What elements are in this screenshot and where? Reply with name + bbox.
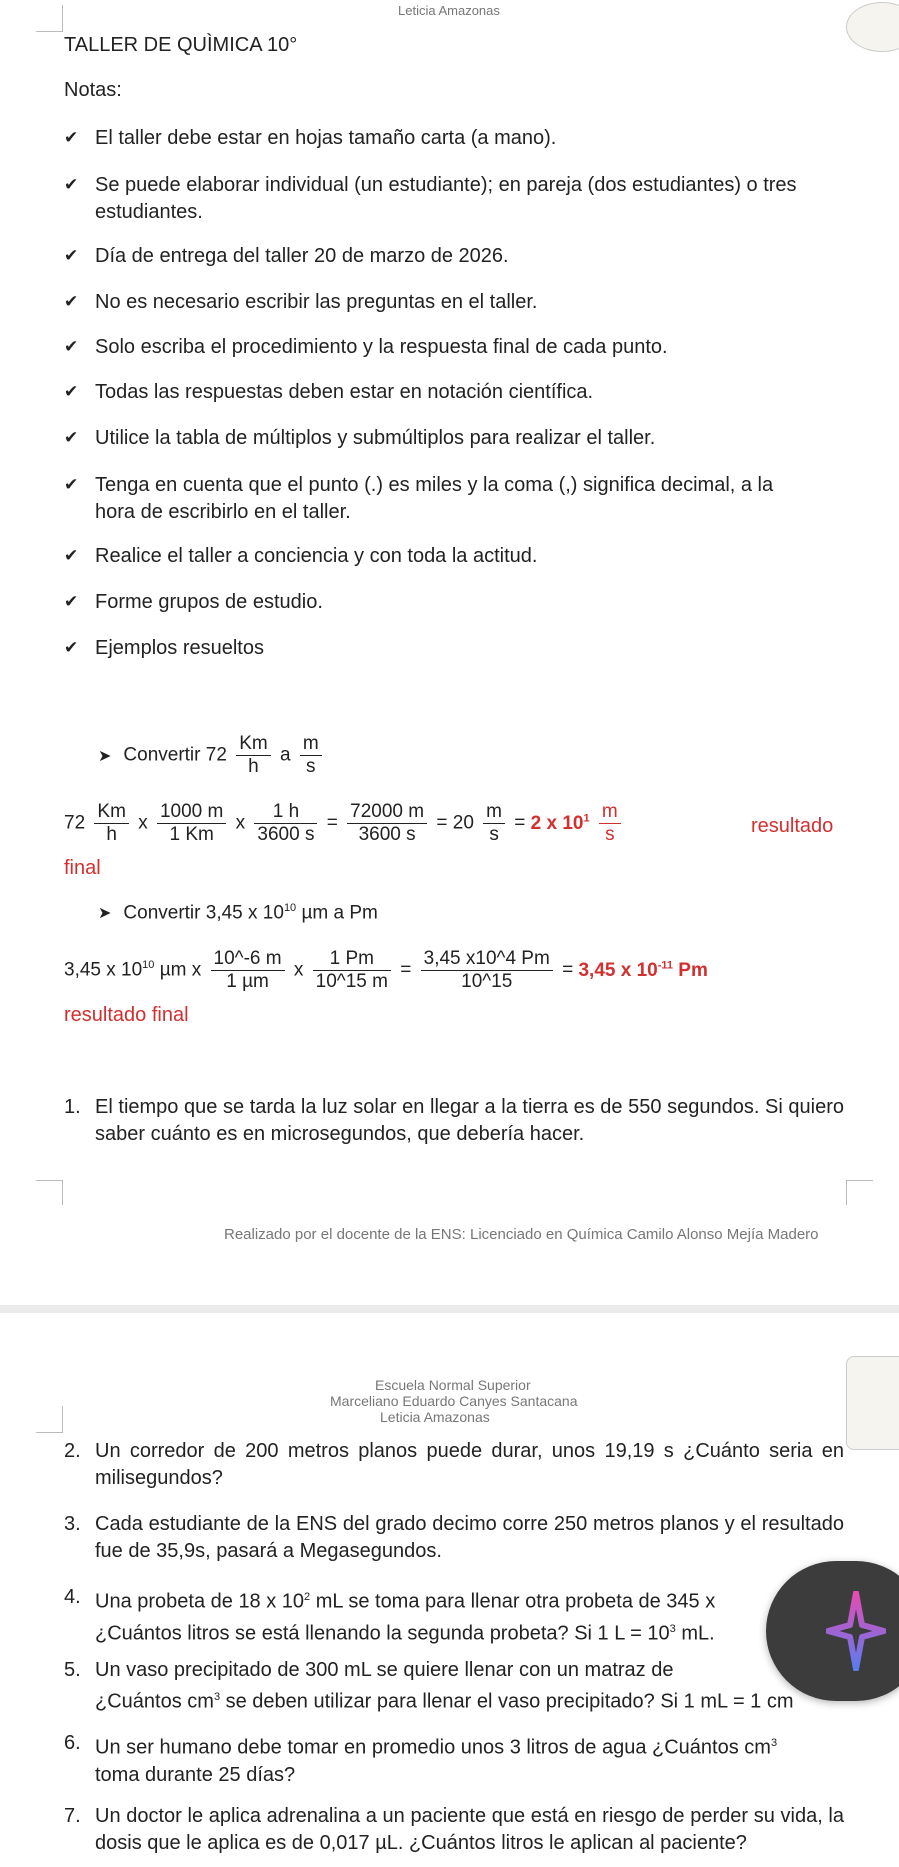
question-text: El tiempo que se tarda la luz solar en llegar a la tierra es de 550 segundos. Si quiero saber cuánto es en microsegundos, que debería hacer. [95,1096,844,1145]
check-icon: ✔ [64,292,79,311]
eq-twenty: = 20 [436,812,474,834]
fraction [254,801,317,846]
fraction [421,948,553,993]
notes-label: Notas: [64,79,122,101]
times-sign: x [235,812,246,834]
frac-den: 10^15 [461,971,513,992]
question-text-line2 [95,1684,844,1716]
note-item: Utilice la tabla de múltiplos y submúltiplos para realizar el taller. [95,427,656,449]
school-logo [846,1356,899,1450]
frac-den: 1 Km [169,824,214,845]
check-icon: ✔ [64,428,79,447]
fraction [157,801,226,846]
check-icon: ✔ [64,246,79,265]
question-text [95,1584,844,1616]
question-text-part: Una probeta de 18 x 10 [95,1590,305,1613]
result-mantissa: 2 x 10 [530,812,584,834]
school-location: Leticia Amazonas [380,1409,490,1425]
question-number: 4. [64,1586,81,1608]
question-text-part: mL. [675,1622,715,1645]
frac-num: m [300,733,322,756]
note-item-cont: hora de escribirlo en el taller. [95,501,351,523]
example1-result-label-cont: final [64,857,101,879]
question-1 [64,1094,844,1148]
check-icon: ✔ [64,128,79,147]
result-exponent: 1 [583,812,590,825]
frac-den: s [305,756,316,777]
frac-num: m [483,801,505,824]
frac-den: s [489,824,499,845]
example2-result-label: resultado final [64,1004,189,1026]
question-text: Un corredor de 200 metros planos puede durar, unos 19,19 s ¿Cuánto seria en milisegundos? [95,1440,844,1489]
note-item: Tenga en cuenta que el punto (.) es miles y la coma (,) significa decimal, a la [95,474,774,496]
check-icon: ✔ [64,175,79,194]
triangle-bullet-icon: ➤ [98,747,112,765]
times-sign: x [293,959,304,981]
note-item: Solo escriba el procedimiento y la respuesta final de cada punto. [95,336,668,358]
note-item: Todas las respuestas deben estar en notación científica. [95,381,594,403]
times-sign: x [138,812,148,834]
note-item: Se puede elaborar individual (un estudiante); en pareja (dos estudiantes) o tres [95,174,797,196]
result-mantissa: 3,45 x 10 [578,959,658,981]
page-footer: Realizado por el docente de la ENS: Licenciado en Química Camilo Alonso Mejía Madero [224,1226,819,1243]
note-item: El taller debe estar en hojas tamaño carta (a mano). [95,127,557,149]
example1-prompt-text: Convertir 72 [123,744,227,766]
question-number: 5. [64,1659,81,1681]
school-fullname: Marceliano Eduardo Canyes Santacana [330,1393,578,1409]
example2-prompt [98,902,378,924]
question-text-part: ¿Cuántos cm [95,1690,214,1713]
note-item: Día de entrega del taller 20 de marzo de 2026. [95,245,509,267]
example1-result-label: resultado [751,815,834,837]
frac-den: h [106,824,117,845]
note-item-cont: estudiantes. [95,201,203,223]
frac-den: 3600 s [257,824,315,845]
question-text: Un doctor le aplica adrenalina a un paciente que está en riesgo de perder su vida, la dosis que le aplica es de 0,017 µL. ¿Cuántos litros le aplican al paciente? [95,1805,844,1854]
frac-num: Km [94,801,129,824]
equals-sign: = [326,812,338,834]
ai-assistant-button[interactable] [766,1561,899,1701]
sparkle-star-icon [826,1591,886,1671]
fraction [300,733,322,778]
question-text-part: ¿Cuántos litros se está llenando la segunda probeta? Si 1 L = 10 [95,1622,670,1645]
check-icon: ✔ [64,382,79,401]
fraction [211,948,285,993]
example2-equation [64,948,708,993]
example1-equation [64,801,625,846]
equals-sign: = [514,812,526,834]
question-3 [64,1511,844,1565]
question-number: 3. [64,1513,81,1535]
note-item: Forme grupos de estudio. [95,591,323,613]
question-7 [64,1803,844,1857]
page-separator [0,1305,899,1313]
question-text-part: Un ser humano debe tomar en promedio unos 3 litros de agua ¿Cuántos cm [95,1736,771,1759]
fraction [347,801,427,846]
frac-num: 1 Pm [313,948,391,971]
question-text: Un vaso precipitado de 300 mL se quiere llenar con un matraz de [95,1659,674,1681]
fraction [599,801,621,846]
exponent: 2 [304,1591,311,1603]
equals-sign: = [562,959,574,981]
question-text-part: se deben utilizar para llenar el vaso precipitado? Si 1 mL = 1 cm [220,1690,794,1713]
note-item: Ejemplos resueltos [95,637,264,659]
check-icon: ✔ [64,638,79,657]
prompt-unit: µm a Pm [301,902,378,924]
page-corner-mark [846,1180,873,1205]
question-6 [64,1730,844,1789]
question-number: 2. [64,1440,81,1462]
result-unit: Pm [678,959,708,981]
exponent: 3 [770,1737,778,1749]
eq-unit: µm x [159,959,202,981]
question-number: 1. [64,1096,81,1118]
frac-den: s [605,824,615,845]
frac-num: 1000 m [157,801,226,824]
page-corner-mark [36,5,63,32]
question-number: 7. [64,1805,81,1827]
exponent: 3 [669,1622,676,1635]
start-exponent: 10 [142,959,155,972]
triangle-bullet-icon: ➤ [98,905,112,923]
question-text-line2 [95,1616,844,1648]
question-text-line2: toma durante 25 días? [95,1763,296,1786]
page-corner-mark [36,1180,63,1205]
example1-result [531,813,590,834]
check-icon: ✔ [64,337,79,356]
eq-start: 3,45 x 10 [64,959,143,981]
frac-num: 10^-6 m [211,948,285,971]
fraction [313,948,391,993]
result-exponent: -11 [657,959,674,972]
note-item: No es necesario escribir las preguntas en el taller. [95,291,538,313]
frac-num: 3,45 x10^4 Pm [421,948,553,971]
question-text-part: mL se toma para llenar otra probeta de 345 x [310,1590,716,1613]
example2-result [578,960,707,981]
connector-word: a [279,744,291,766]
prompt-exponent: 10 [283,902,297,914]
check-icon: ✔ [64,475,79,494]
check-icon: ✔ [64,546,79,565]
question-4 [64,1584,844,1647]
frac-den: 10^15 m [315,971,388,992]
frac-den: 1 µm [226,971,269,992]
page-title: TALLER DE QUÌMICA 10° [64,34,298,56]
question-text [95,1730,844,1762]
equals-sign: = [400,959,412,981]
note-item: Realice el taller a conciencia y con toda la actitud. [95,545,538,567]
question-2 [64,1438,844,1492]
page-header-location: Leticia Amazonas [398,3,500,18]
example2-prompt-text: Convertir 3,45 x 10 [123,902,284,924]
eq-start: 72 [64,812,86,834]
school-logo [846,2,899,52]
question-number: 6. [64,1732,81,1754]
frac-num: 72000 m [347,801,427,824]
school-name: Escuela Normal Superior [375,1377,531,1393]
fraction [94,801,129,846]
page-corner-mark [36,1406,63,1433]
fraction [236,733,271,778]
example1-prompt [98,733,326,778]
frac-num: Km [236,733,271,756]
frac-den: 3600 s [358,824,416,845]
fraction [483,801,505,846]
frac-num: m [599,801,621,824]
frac-num: 1 h [254,801,317,824]
frac-den: h [248,756,259,777]
question-text: Cada estudiante de la ENS del grado decimo corre 250 metros planos y el resultado fue de 35,9s, pasará a Megasegundos. [95,1513,844,1562]
exponent: 3 [213,1691,221,1703]
check-icon: ✔ [64,592,79,611]
question-5 [64,1657,844,1716]
